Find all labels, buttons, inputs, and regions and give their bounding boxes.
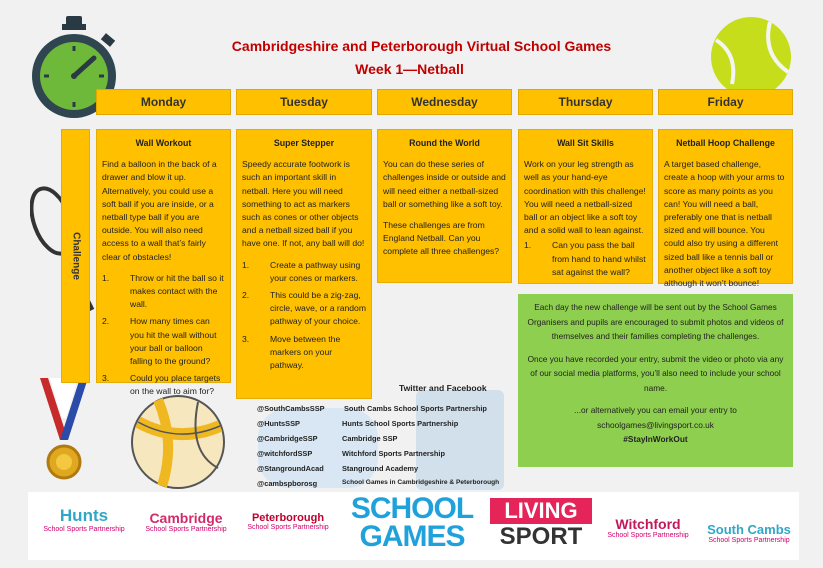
logo-hunts: Hunts School Sports Partnership xyxy=(43,506,125,533)
tennis-ball-icon xyxy=(708,14,794,100)
step-number: 2. xyxy=(102,316,110,327)
step-text: Move between the markers on your pathway. xyxy=(270,333,341,371)
card-tuesday xyxy=(236,129,372,399)
card-heading: Super Stepper xyxy=(273,138,335,148)
social-page[interactable]: South Cambs School Sports Partnership xyxy=(344,404,487,413)
logo-living-sport: LIVING SPORT xyxy=(490,498,592,550)
list-item xyxy=(242,289,366,329)
step-number: 3. xyxy=(102,373,110,384)
logo-peterborough: Peterborough School Sports Partnership xyxy=(247,512,329,531)
info-paragraph: Each day the new challenge will be sent out by the School Games Organisers and pupils are encouraged to submit photos and videos of themselves and their families completing the challenges. xyxy=(527,302,784,341)
step-list xyxy=(102,272,225,399)
social-handle[interactable]: @SouthCambsSSP xyxy=(257,404,325,413)
day-header-monday: Monday xyxy=(96,89,231,115)
card-friday xyxy=(658,129,793,289)
card-heading: Wall Sit Skills xyxy=(557,138,614,148)
card-monday xyxy=(96,129,231,397)
step-text: How many times can you hit the wall without your ball or balloon falling to the ground? xyxy=(130,316,217,367)
step-list xyxy=(242,259,366,373)
hashtag: #StayInWorkOut xyxy=(623,434,688,444)
logo-school-games: SCHOOL GAMES xyxy=(350,492,474,553)
day-header-thursday: Thursday xyxy=(518,89,653,115)
social-page[interactable]: Cambridge SSP xyxy=(342,434,398,443)
step-text: This could be a zig-zag, circle, wave, or a random pathway of your choice. xyxy=(270,290,366,327)
day-header-tuesday: Tuesday xyxy=(236,89,372,115)
list-item xyxy=(102,372,225,398)
step-text: Create a pathway using your cones or markers. xyxy=(270,259,361,283)
day-header-friday: Friday xyxy=(658,89,793,115)
step-list xyxy=(524,239,647,279)
list-item xyxy=(524,239,647,279)
social-page[interactable]: Witchford Sports Partnership xyxy=(342,449,445,458)
step-number: 3. xyxy=(242,333,250,344)
social-handle[interactable]: @HuntsSSP xyxy=(257,419,300,428)
social-handle[interactable]: @witchfordSSP xyxy=(257,449,313,458)
card-note: These challenges are from England Netball. Can you complete all three challenges? xyxy=(383,220,500,257)
logo-south-cambs: South Cambs School Sports Partnership xyxy=(707,522,791,544)
step-text: Throw or hit the ball so it makes contact with the wall. xyxy=(130,272,224,310)
page-title: Cambridgeshire and Peterborough Virtual School Games xyxy=(231,38,612,54)
card-intro: Work on your leg strength as well as your hand-eye coordination with this challenge! You will need a netball-sized ball or an object like a soft toy and a solid wall to lean against. xyxy=(524,159,646,236)
challenge-label: Challenge xyxy=(70,232,81,280)
social-handle[interactable]: @cambspborosg xyxy=(257,479,318,488)
card-thursday xyxy=(518,129,653,284)
step-number: 1. xyxy=(242,259,250,270)
list-item xyxy=(102,315,225,368)
step-text: Could you place targets on the wall to aim for? xyxy=(130,373,221,397)
card-intro: Speedy accurate footwork is such an important skill in netball. Here you will need something to act as markers such as cones or other objects and a netball sized ball if you have one. If not, any ball will do! xyxy=(242,159,365,249)
info-paragraph: ...or alternatively you can email your entry to xyxy=(574,405,737,415)
social-page[interactable]: Hunts School Sports Partnership xyxy=(342,419,459,428)
social-handle[interactable]: @StangroundAcad xyxy=(257,464,324,473)
logo-witchford: Witchford School Sports Partnership xyxy=(607,516,689,539)
challenge-label-bar xyxy=(61,129,90,383)
step-number: 1. xyxy=(102,272,110,283)
list-item xyxy=(102,272,225,312)
list-item xyxy=(242,259,366,285)
social-page[interactable]: School Games in Cambridgeshire & Peterborough xyxy=(342,479,500,486)
card-heading: Wall Workout xyxy=(135,138,192,148)
step-text: Can you pass the ball from hand to hand whilst sat against the wall? xyxy=(552,240,646,277)
step-number: 1. xyxy=(524,240,532,251)
day-header-wednesday: Wednesday xyxy=(377,89,512,115)
submission-info-box xyxy=(518,294,793,467)
page-subtitle: Week 1—Netball xyxy=(355,61,464,77)
card-heading: Netball Hoop Challenge xyxy=(676,138,775,148)
partner-logos xyxy=(28,492,799,560)
card-intro: You can do these series of challenges inside or outside and will need either a netball-sized ball or something like a soft toy. xyxy=(383,159,506,209)
list-item xyxy=(242,333,366,373)
logo-cambridge: Cambridge School Sports Partnership xyxy=(145,510,227,533)
email-link[interactable]: schoolgames@livingsport.co.uk xyxy=(597,419,714,430)
social-title: Twitter and Facebook xyxy=(399,383,487,393)
medal-icon xyxy=(34,378,94,482)
netball-icon xyxy=(128,392,228,492)
card-intro: A target based challenge, create a hoop with your arms to score as many points as you can! You will need a ball, preferably one that is netball sized and will bounce. You could also try using a different sized ball like a tennis ball or another object like a soft toy although it won’t bounce! xyxy=(664,159,785,289)
card-heading: Round the World xyxy=(409,138,480,148)
info-paragraph: Once you have recorded your entry, submit the video or photo via any of our social media platforms, you’ll also need to include your school name. xyxy=(527,353,784,393)
card-wednesday xyxy=(377,129,512,283)
card-intro: Find a balloon in the back of a drawer and blow it up. Alternatively, you could use a soft ball if you are inside, or a netball type ball if you are outside. You will also need access to a wall that’s fairly clear of obstacles! xyxy=(102,159,217,262)
social-page[interactable]: Stanground Academy xyxy=(342,464,419,473)
social-handle[interactable]: @CambridgeSSP xyxy=(257,434,318,443)
step-number: 2. xyxy=(242,290,250,301)
